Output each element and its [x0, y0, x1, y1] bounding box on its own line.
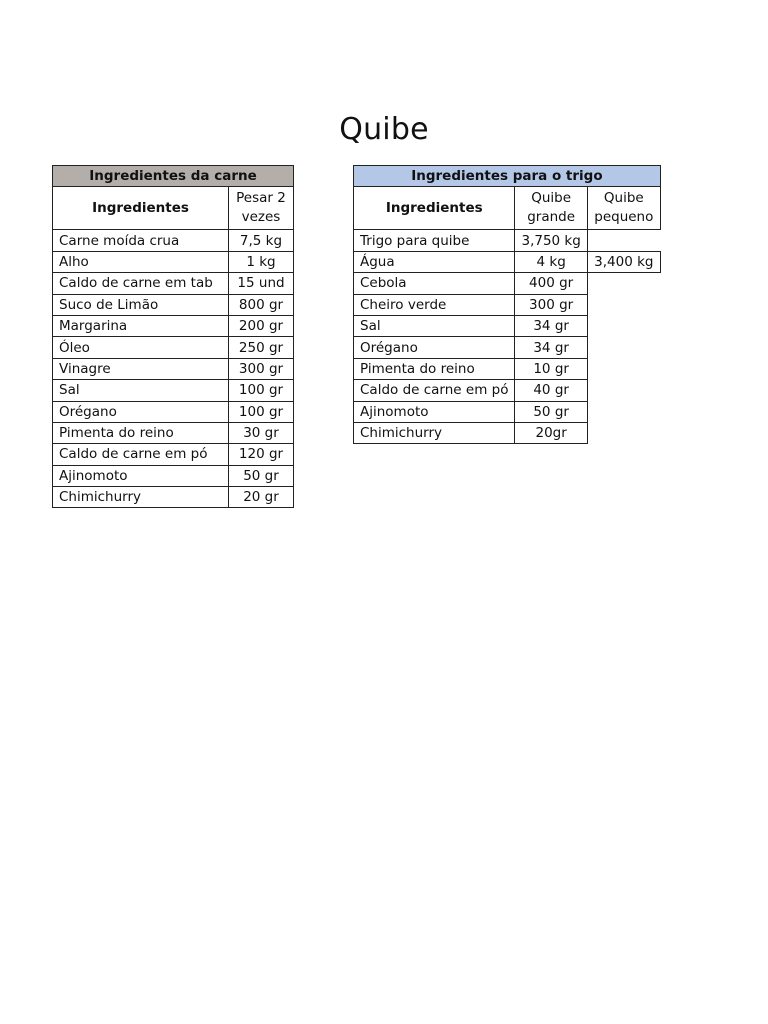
meat-ingredient-qty: 15 und	[229, 273, 294, 294]
table-row	[53, 337, 294, 358]
table-row	[53, 487, 294, 508]
table-row	[53, 273, 294, 294]
wheat-col-small	[587, 187, 660, 230]
wheat-ingredient-name: Sal	[354, 315, 515, 336]
wheat-ingredient-small	[587, 401, 660, 422]
meat-ingredient-qty: 7,5 kg	[229, 230, 294, 251]
table-row	[53, 230, 294, 251]
wheat-ingredient-large: 10 gr	[515, 358, 587, 379]
meat-ingredient-qty: 200 gr	[229, 315, 294, 336]
meat-ingredient-qty: 120 gr	[229, 444, 294, 465]
meat-ingredient-name: Caldo de carne em pó	[53, 444, 229, 465]
meat-ingredient-qty: 100 gr	[229, 380, 294, 401]
meat-table-header-row	[53, 166, 294, 187]
table-row	[53, 465, 294, 486]
meat-col-ingredients: Ingredientes	[53, 187, 229, 230]
wheat-table-column-row	[354, 187, 661, 230]
table-row	[53, 444, 294, 465]
meat-ingredient-name: Caldo de carne em tab	[53, 273, 229, 294]
wheat-ingredient-large: 3,750 kg	[515, 230, 587, 251]
meat-table-column-row	[53, 187, 294, 230]
table-row	[53, 294, 294, 315]
meat-col-weigh-twice-label: Pesar 2 vezes	[236, 190, 286, 226]
wheat-ingredient-small	[587, 380, 660, 401]
wheat-ingredient-name: Cheiro verde	[354, 294, 515, 315]
meat-ingredient-name: Vinagre	[53, 358, 229, 379]
meat-ingredient-qty: 300 gr	[229, 358, 294, 379]
wheat-table-header-row	[354, 166, 661, 187]
wheat-ingredient-name: Pimenta do reino	[354, 358, 515, 379]
page-title: Quibe	[339, 112, 429, 147]
wheat-ingredient-large: 4 kg	[515, 251, 587, 272]
wheat-ingredient-large: 34 gr	[515, 337, 587, 358]
table-row	[53, 358, 294, 379]
meat-ingredient-qty: 800 gr	[229, 294, 294, 315]
table-row	[53, 251, 294, 272]
meat-ingredients-table	[52, 165, 294, 508]
table-row	[53, 422, 294, 443]
table-row	[354, 273, 661, 294]
wheat-ingredient-large: 300 gr	[515, 294, 587, 315]
meat-ingredient-qty: 1 kg	[229, 251, 294, 272]
meat-ingredient-name: Pimenta do reino	[53, 422, 229, 443]
table-row	[53, 380, 294, 401]
meat-ingredient-name: Carne moída crua	[53, 230, 229, 251]
table-row	[53, 315, 294, 336]
wheat-col-small-label: Quibe pequeno	[594, 190, 654, 226]
meat-ingredient-name: Orégano	[53, 401, 229, 422]
wheat-ingredient-small	[587, 358, 660, 379]
wheat-ingredient-name: Água	[354, 251, 515, 272]
table-row	[354, 422, 661, 443]
wheat-ingredient-name: Cebola	[354, 273, 515, 294]
meat-ingredient-name: Suco de Limão	[53, 294, 229, 315]
table-row	[354, 380, 661, 401]
wheat-col-large-label: Quibe grande	[527, 190, 576, 226]
wheat-ingredient-name: Orégano	[354, 337, 515, 358]
wheat-ingredient-large: 34 gr	[515, 315, 587, 336]
wheat-table-body	[354, 230, 661, 444]
meat-ingredient-qty: 30 gr	[229, 422, 294, 443]
table-row	[354, 251, 661, 272]
meat-ingredient-name: Ajinomoto	[53, 465, 229, 486]
table-row	[53, 401, 294, 422]
wheat-ingredient-name: Ajinomoto	[354, 401, 515, 422]
meat-ingredient-name: Óleo	[53, 337, 229, 358]
table-row	[354, 230, 661, 251]
wheat-col-large	[515, 187, 587, 230]
meat-col-weigh-twice	[229, 187, 294, 230]
meat-ingredient-qty: 20 gr	[229, 487, 294, 508]
wheat-table-header: Ingredientes para o trigo	[354, 166, 661, 187]
wheat-ingredient-small: 3,400 kg	[587, 251, 660, 272]
wheat-ingredient-large: 20gr	[515, 422, 587, 443]
wheat-ingredient-small	[587, 230, 660, 251]
wheat-ingredient-name: Caldo de carne em pó	[354, 380, 515, 401]
meat-ingredient-name: Alho	[53, 251, 229, 272]
wheat-ingredients-table	[353, 165, 661, 444]
wheat-ingredient-small	[587, 422, 660, 443]
meat-ingredient-name: Sal	[53, 380, 229, 401]
wheat-ingredient-small	[587, 273, 660, 294]
table-row	[354, 294, 661, 315]
meat-ingredient-name: Chimichurry	[53, 487, 229, 508]
meat-table-body	[53, 230, 294, 508]
meat-ingredient-name: Margarina	[53, 315, 229, 336]
table-row	[354, 337, 661, 358]
meat-ingredient-qty: 50 gr	[229, 465, 294, 486]
wheat-ingredient-large: 50 gr	[515, 401, 587, 422]
meat-table-header: Ingredientes da carne	[53, 166, 294, 187]
table-row	[354, 358, 661, 379]
wheat-col-ingredients: Ingredientes	[354, 187, 515, 230]
wheat-ingredient-small	[587, 315, 660, 336]
meat-ingredient-qty: 250 gr	[229, 337, 294, 358]
table-row	[354, 401, 661, 422]
wheat-ingredient-small	[587, 294, 660, 315]
wheat-ingredient-large: 40 gr	[515, 380, 587, 401]
wheat-ingredient-small	[587, 337, 660, 358]
table-row	[354, 315, 661, 336]
wheat-ingredient-large: 400 gr	[515, 273, 587, 294]
wheat-ingredient-name: Chimichurry	[354, 422, 515, 443]
wheat-ingredient-name: Trigo para quibe	[354, 230, 515, 251]
meat-ingredient-qty: 100 gr	[229, 401, 294, 422]
